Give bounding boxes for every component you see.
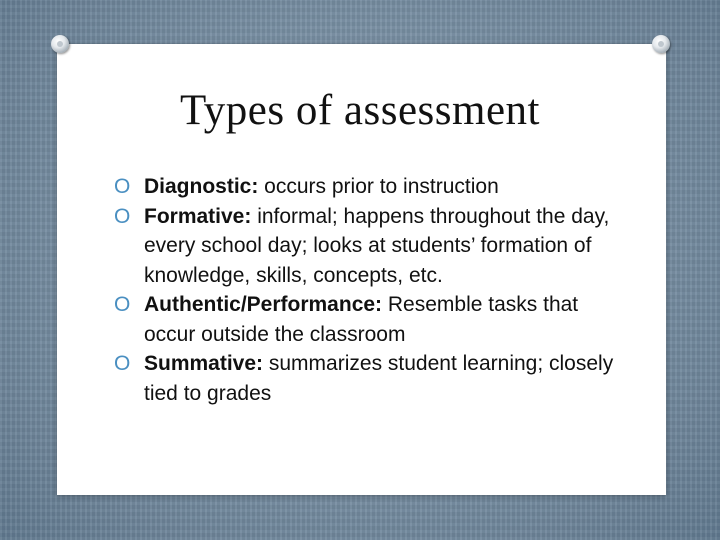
bullet-list: [114, 172, 614, 408]
bullet-marker-icon: O: [114, 352, 131, 375]
bullet-item-summative: [114, 349, 614, 408]
bullet-marker-icon: O: [114, 293, 131, 316]
bullet-term: Diagnostic:: [144, 175, 259, 198]
pushpin-icon: [51, 35, 69, 53]
bullet-term: Summative:: [144, 352, 264, 375]
bullet-term: Formative:: [144, 204, 252, 228]
bullet-text: informal; happens throughout the day, every school day; looks at students’ formation of knowledge, skills, concepts, etc.: [144, 204, 610, 287]
bullet-marker-icon: O: [114, 204, 131, 228]
bullet-text: summarizes student learning; closely tied to grades: [144, 352, 614, 405]
bullet-item-authentic-performance: [114, 290, 614, 349]
bullet-item-diagnostic: [114, 172, 614, 202]
bullet-text: Resemble tasks that occur outside the classroom: [144, 293, 579, 346]
pushpin-icon: [652, 35, 670, 53]
bullet-term: Authentic/Performance:: [144, 293, 383, 316]
bullet-marker-icon: O: [114, 175, 131, 198]
slide-title: Types of assessment: [180, 87, 540, 134]
bullet-item-formative: [114, 202, 614, 291]
bullet-text: occurs prior to instruction: [258, 175, 499, 198]
